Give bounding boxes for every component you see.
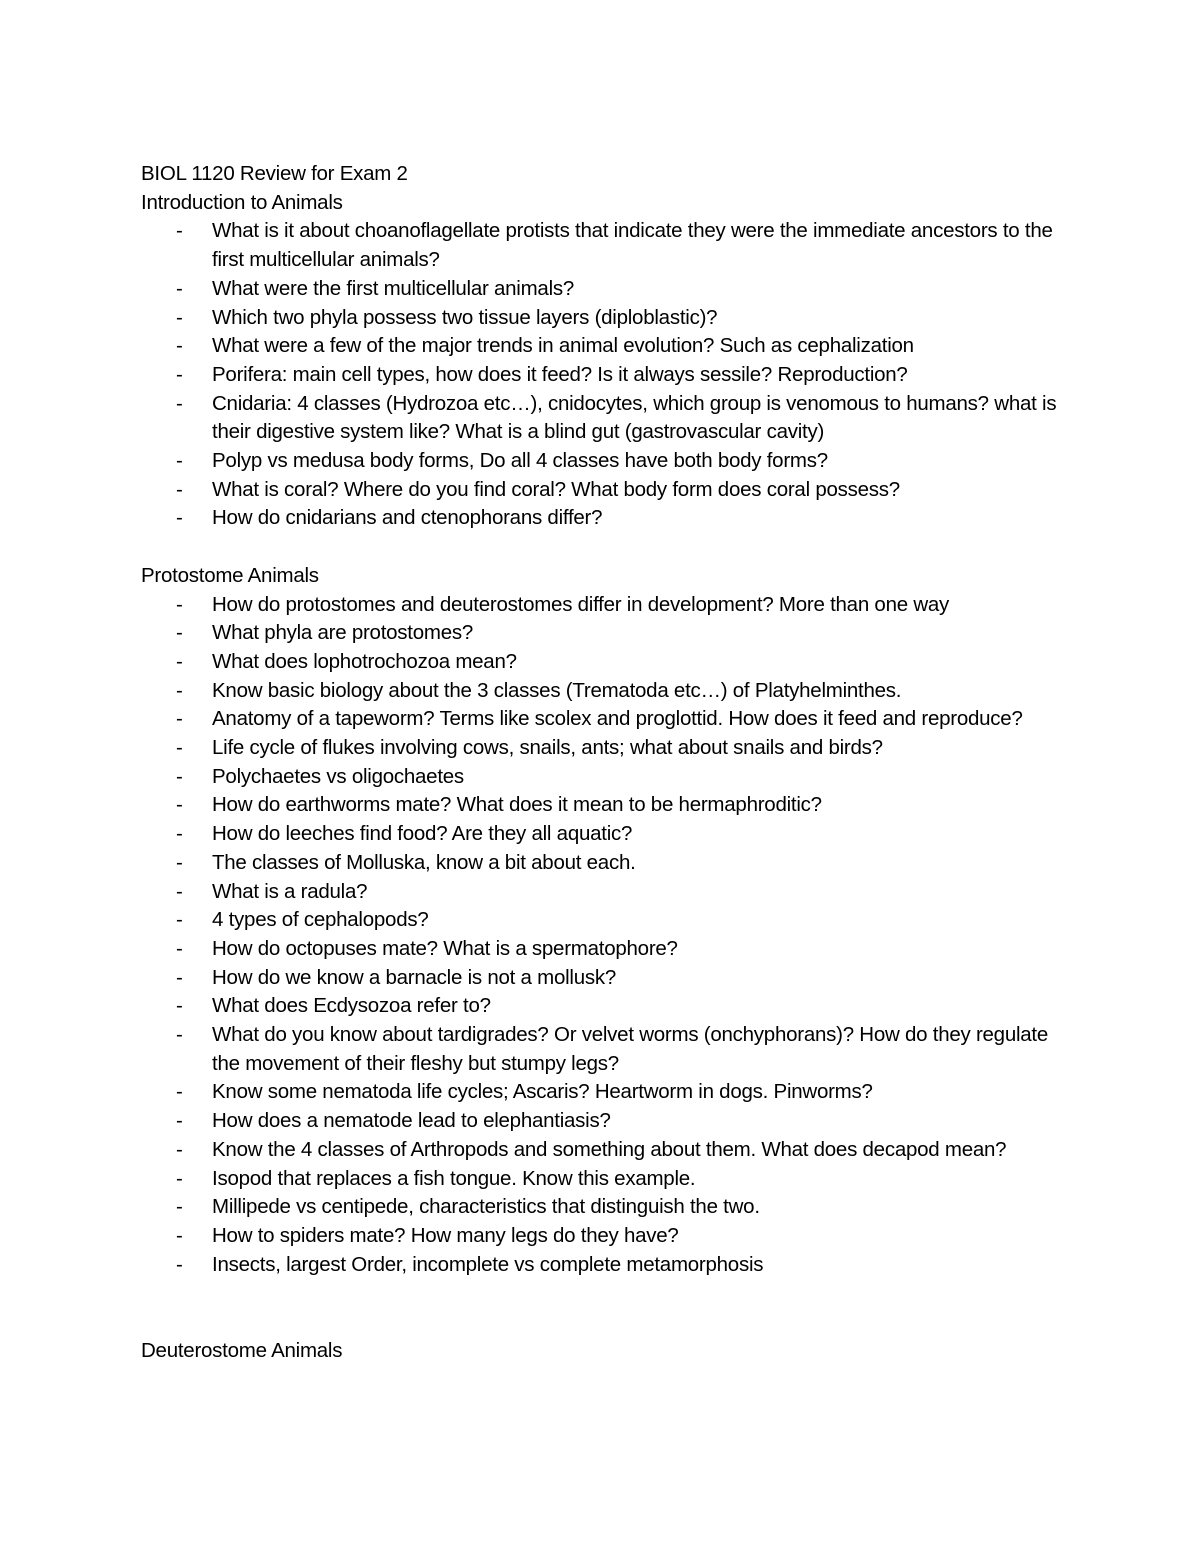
list-item [141,504,1061,533]
list-item [141,1078,1061,1107]
blank-lines [141,1279,1061,1336]
list-item-text: What were the first multicellular animals? [212,276,575,300]
dash-bullet: - [176,1137,183,1161]
list-item-text: Polychaetes vs oligochaetes [212,764,464,788]
dash-bullet: - [176,621,183,645]
list-item-text: Know the 4 classes of Arthropods and something about them. What does decapod mean? [212,1137,1007,1161]
dash-bullet: - [176,908,183,932]
list-item [141,1021,1061,1078]
dash-bullet: - [176,678,183,702]
dash-bullet: - [176,707,183,731]
blank-line [141,533,1061,562]
dash-bullet: - [176,994,183,1018]
list-item [141,275,1061,304]
list-item-text: Isopod that replaces a fish tongue. Know this example. [212,1166,696,1190]
list-item [141,935,1061,964]
list-item [141,217,1061,274]
list-item [141,648,1061,677]
list-item [141,304,1061,333]
dash-bullet: - [176,1252,183,1276]
list-item [141,763,1061,792]
dash-bullet: - [176,219,183,243]
dash-bullet: - [176,592,183,616]
list-item-text: The classes of Molluska, know a bit about each. [212,850,636,874]
list-item [141,878,1061,907]
list-item [141,332,1061,361]
section-deuterostome-animals [141,1337,1061,1366]
dash-bullet: - [176,822,183,846]
dash-bullet: - [176,649,183,673]
list-item-text: What were a few of the major trends in animal evolution? Such as cephalization [212,334,914,358]
list-item [141,791,1061,820]
list-item-text: 4 types of cephalopods? [212,908,429,932]
list-item-text: What does Ecdysozoa refer to? [212,994,491,1018]
bullet-list [141,591,1061,1280]
list-item [141,1136,1061,1165]
list-item [141,906,1061,935]
list-item-text: How do octopuses mate? What is a spermatophore? [212,936,678,960]
dash-bullet: - [176,764,183,788]
document-page [141,160,1061,1366]
list-item-text: How does a nematode lead to elephantiasis? [212,1109,611,1133]
list-item [141,705,1061,734]
dash-bullet: - [176,850,183,874]
list-item [141,677,1061,706]
dash-bullet: - [176,1224,183,1247]
dash-bullet: - [176,334,183,358]
list-item [141,1193,1061,1222]
list-item [141,1251,1061,1280]
list-item-text: What do you know about tardigrades? Or velvet worms (onchyphorans)? How do they regulate the movement of their fleshy but stumpy legs? [212,1023,1049,1075]
list-item-text: Polyp vs medusa body forms, Do all 4 classes have both body forms? [212,449,828,473]
document-title: BIOL 1120 Review for Exam 2 [141,162,408,185]
dash-bullet: - [176,449,183,473]
list-item [141,734,1061,763]
section-introduction-to-animals [141,189,1061,533]
list-item [141,619,1061,648]
list-item-text: Millipede vs centipede, characteristics that distinguish the two. [212,1195,760,1219]
dash-bullet: - [176,506,183,530]
dash-bullet: - [176,936,183,960]
bullet-list [141,217,1061,533]
list-item-text: Which two phyla possess two tissue layers (diploblastic)? [212,305,718,329]
list-item-text: How do cnidarians and ctenophorans differ? [212,506,603,530]
section-heading: Protostome Animals [141,563,319,587]
list-item-text: Know some nematoda life cycles; Ascaris? Heartworm in dogs. Pinworms? [212,1080,873,1104]
list-item [141,820,1061,849]
dash-bullet: - [176,1023,183,1047]
dash-bullet: - [176,1166,183,1190]
list-item [141,1165,1061,1194]
list-item-text: What is it about choanoflagellate protists that indicate they were the immediate ancestors to the first multicellular animals? [212,219,1053,272]
list-item-text: What is coral? Where do you find coral? What body form does coral possess? [212,477,900,501]
list-item-text: Life cycle of flukes involving cows, snails, ants; what about snails and birds? [212,736,883,760]
dash-bullet: - [176,305,183,329]
list-item-text: Porifera: main cell types, how does it feed? Is it always sessile? Reproduction? [212,362,908,386]
list-item [141,1222,1061,1251]
list-item-text: Insects, largest Order, incomplete vs complete metamorphosis [212,1252,764,1276]
list-item-text: Know basic biology about the 3 classes (Trematoda etc…) of Platyhelminthes. [212,678,902,702]
list-item-text: What is a radula? [212,879,368,903]
list-item [141,964,1061,993]
section-heading: Deuterostome Animals [141,1338,343,1362]
list-item-text: How do protostomes and deuterostomes differ in development? More than one way [212,592,950,616]
list-item-text: How do earthworms mate? What does it mean to be hermaphroditic? [212,793,822,817]
list-item-text: What does lophotrochozoa mean? [212,649,517,673]
dash-bullet: - [176,1109,183,1133]
list-item [141,447,1061,476]
list-item [141,390,1061,447]
list-item [141,992,1061,1021]
dash-bullet: - [176,1195,183,1219]
list-item-text: How do we know a barnacle is not a mollusk? [212,965,617,989]
dash-bullet: - [176,1080,183,1104]
list-item [141,591,1061,620]
list-item-text: How do leeches find food? Are they all aquatic? [212,822,633,846]
list-item-text: Anatomy of a tapeworm? Terms like scolex and proglottid. How does it feed and reproduce? [212,707,1023,731]
list-item [141,361,1061,390]
dash-bullet: - [176,391,183,415]
section-protostome-animals [141,562,1061,1280]
list-item [141,849,1061,878]
list-item [141,1107,1061,1136]
dash-bullet: - [176,879,183,903]
dash-bullet: - [176,793,183,817]
dash-bullet: - [176,736,183,760]
dash-bullet: - [176,276,183,300]
dash-bullet: - [176,477,183,501]
list-item-text: How to spiders mate? How many legs do they have? [212,1224,679,1247]
list-item-text: Cnidaria: 4 classes (Hydrozoa etc…), cnidocytes, which group is venomous to humans? what is their digestive system like? What is a blind gut (gastrovascular cavity) [212,391,1057,444]
dash-bullet: - [176,362,183,386]
dash-bullet: - [176,965,183,989]
list-item [141,476,1061,505]
section-heading: Introduction to Animals [141,190,343,214]
list-item-text: What phyla are protostomes? [212,621,474,645]
